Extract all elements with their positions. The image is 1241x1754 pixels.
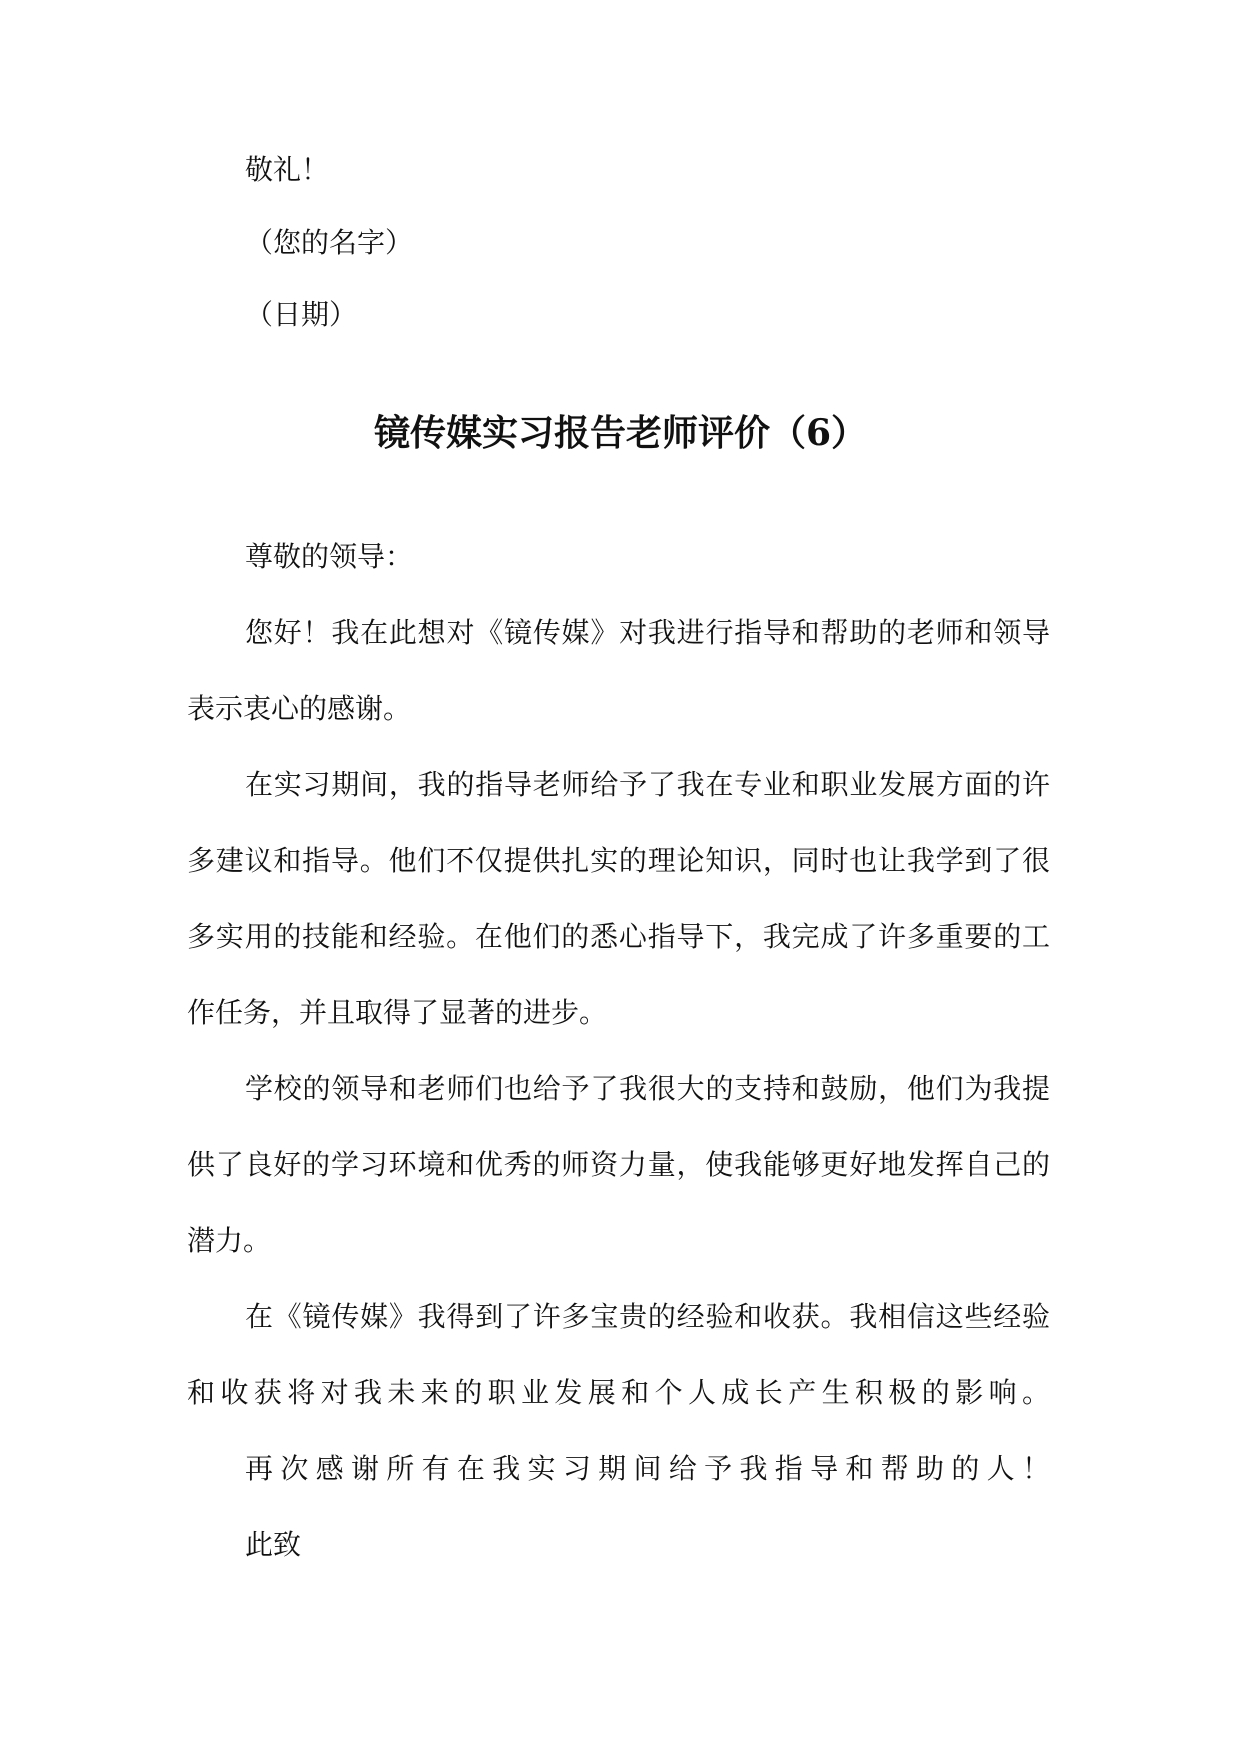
paragraph-2-line-2: 多建议和指导。他们不仅提供扎实的理论知识，同时也让我学到了很 bbox=[187, 844, 1051, 877]
date-placeholder: （日期） bbox=[245, 298, 358, 331]
paragraph-2-line-1: 在实习期间，我的指导老师给予了我在专业和职业发展方面的许 bbox=[245, 768, 1051, 801]
regards-text: 敬礼！ bbox=[245, 153, 330, 186]
paragraph-5-line-1: 再次感谢所有在我实习期间给予我指导和帮助的人！ bbox=[245, 1452, 1058, 1485]
document-title: 镜传媒实习报告老师评价（6） bbox=[373, 412, 868, 454]
paragraph-3-line-1: 学校的领导和老师们也给予了我很大的支持和鼓励，他们为我提 bbox=[245, 1072, 1051, 1105]
paragraph-2-line-4: 作任务，并且取得了显著的进步。 bbox=[187, 996, 608, 1029]
paragraph-3-line-3: 潜力。 bbox=[187, 1224, 272, 1257]
paragraph-1-line-2: 表示衷心的感谢。 bbox=[187, 692, 412, 725]
paragraph-2-line-3: 多实用的技能和经验。在他们的悉心指导下，我完成了许多重要的工 bbox=[187, 920, 1051, 953]
paragraph-4-line-1: 在《镜传媒》我得到了许多宝贵的经验和收获。我相信这些经验 bbox=[245, 1300, 1051, 1333]
closing-text: 此致 bbox=[245, 1528, 302, 1561]
name-placeholder: （您的名字） bbox=[245, 226, 414, 259]
paragraph-3-line-2: 供了良好的学习环境和优秀的师资力量，使我能够更好地发挥自己的 bbox=[187, 1148, 1051, 1181]
salutation: 尊敬的领导： bbox=[245, 540, 414, 573]
paragraph-4-line-2: 和收获将对我未来的职业发展和个人成长产生积极的影响。 bbox=[187, 1376, 1056, 1409]
paragraph-1-line-1: 您好！我在此想对《镜传媒》对我进行指导和帮助的老师和领导 bbox=[245, 616, 1051, 649]
